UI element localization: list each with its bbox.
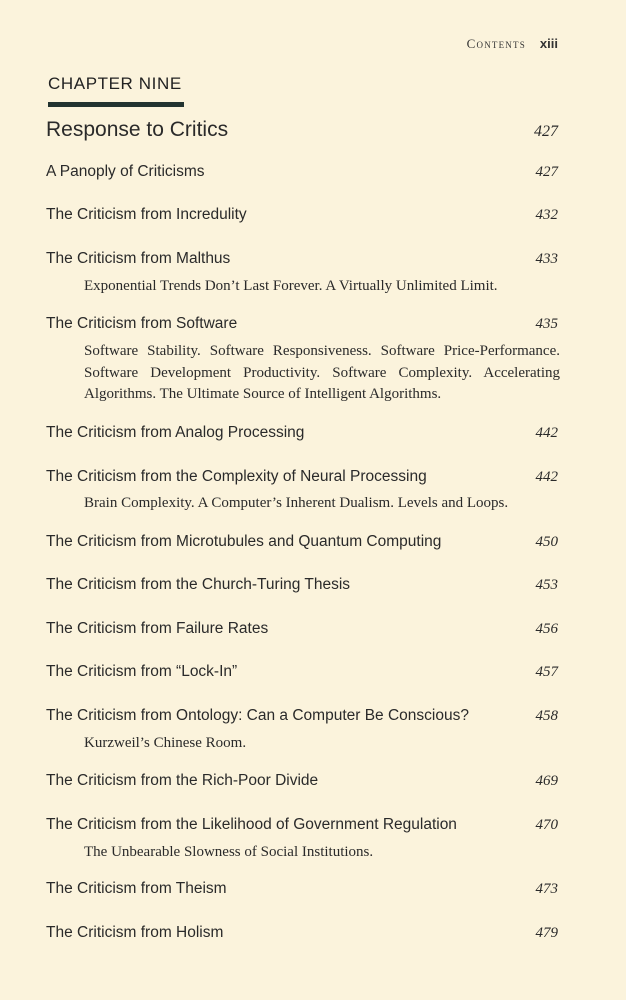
toc-entry-title: The Criticism from the Church-Turing Thesis xyxy=(46,576,351,593)
toc-entry-page: 427 xyxy=(535,164,558,180)
toc-entry-page: 427 xyxy=(534,123,558,140)
running-head-section: Contents xyxy=(466,36,526,51)
toc-entry-page: 435 xyxy=(535,316,558,332)
toc-entry xyxy=(46,468,558,486)
toc-entry-page: 479 xyxy=(535,925,558,941)
toc-entry-title: The Criticism from “Lock-In” xyxy=(46,663,238,680)
chapter-rule xyxy=(48,102,184,107)
running-head xyxy=(467,36,558,52)
toc-subentries: The Unbearable Slowness of Social Institutions. xyxy=(84,844,374,860)
toc-subentries: Kurzweil’s Chinese Room. xyxy=(84,735,247,751)
toc-entry xyxy=(46,576,558,594)
toc-entry-title: The Criticism from Software xyxy=(46,315,238,332)
toc-entry-title: The Criticism from Ontology: Can a Computer Be Conscious? xyxy=(46,707,469,724)
toc-entry xyxy=(46,924,558,942)
toc-subentries: Software Stability. Software Responsiveness. Software Price-Performance. Software Development Productivity. Software Complexity. Accelerating Algorithms. The Ultimate Source of Intelligent Algorithms. xyxy=(84,343,560,402)
toc-entry-title: The Criticism from Microtubules and Quantum Computing xyxy=(46,533,442,550)
toc-entry-title: The Criticism from the Complexity of Neural Processing xyxy=(46,468,427,485)
toc-entry xyxy=(46,206,558,224)
toc-entry xyxy=(46,163,558,181)
toc-entry xyxy=(46,707,558,725)
toc-entry xyxy=(46,816,558,834)
toc-entry-title: The Criticism from the Likelihood of Government Regulation xyxy=(46,816,457,833)
toc-entry-title: The Criticism from Holism xyxy=(46,924,224,941)
toc-entry-page: 453 xyxy=(535,577,558,593)
toc-entry xyxy=(46,315,558,333)
toc-entry xyxy=(46,663,558,681)
toc-entry-page: 473 xyxy=(535,881,558,897)
toc-entry-title: The Criticism from Theism xyxy=(46,880,227,897)
toc-entry-page: 433 xyxy=(535,251,558,267)
toc-entry-page: 469 xyxy=(535,773,558,789)
toc-entry xyxy=(46,620,558,638)
toc-entry-page: 432 xyxy=(535,207,558,223)
toc-entry-page: 442 xyxy=(535,469,558,485)
toc-entry-title: The Criticism from the Rich-Poor Divide xyxy=(46,772,319,789)
toc-entry-title: The Criticism from Analog Processing xyxy=(46,424,305,441)
toc-entry-title: Response to Critics xyxy=(46,118,229,141)
toc-entry-title: The Criticism from Incredulity xyxy=(46,206,247,223)
toc-entry-page: 450 xyxy=(535,534,558,550)
running-head-page-number: xiii xyxy=(539,36,558,51)
toc-entry-chapter-title xyxy=(46,118,558,142)
toc-entry-title: The Criticism from Failure Rates xyxy=(46,620,269,637)
toc-entry-page: 456 xyxy=(535,621,558,637)
toc-entry xyxy=(46,424,558,442)
toc-entry-page: 457 xyxy=(535,664,558,680)
toc-entry xyxy=(46,772,558,790)
toc-entry xyxy=(46,880,558,898)
toc-entry xyxy=(46,533,558,551)
toc-subentries: Exponential Trends Don’t Last Forever. A Virtually Unlimited Limit. xyxy=(84,278,498,294)
chapter-label: CHAPTER NINE xyxy=(48,74,182,93)
toc-entry-page: 458 xyxy=(535,708,558,724)
toc-entry xyxy=(46,250,558,268)
toc-entry-page: 442 xyxy=(535,425,558,441)
toc-entry-title: The Criticism from Malthus xyxy=(46,250,231,267)
toc-subentries: Brain Complexity. A Computer’s Inherent Dualism. Levels and Loops. xyxy=(84,495,509,511)
toc-entry-title: A Panoply of Criticisms xyxy=(46,163,205,180)
toc-entry-page: 470 xyxy=(535,817,558,833)
